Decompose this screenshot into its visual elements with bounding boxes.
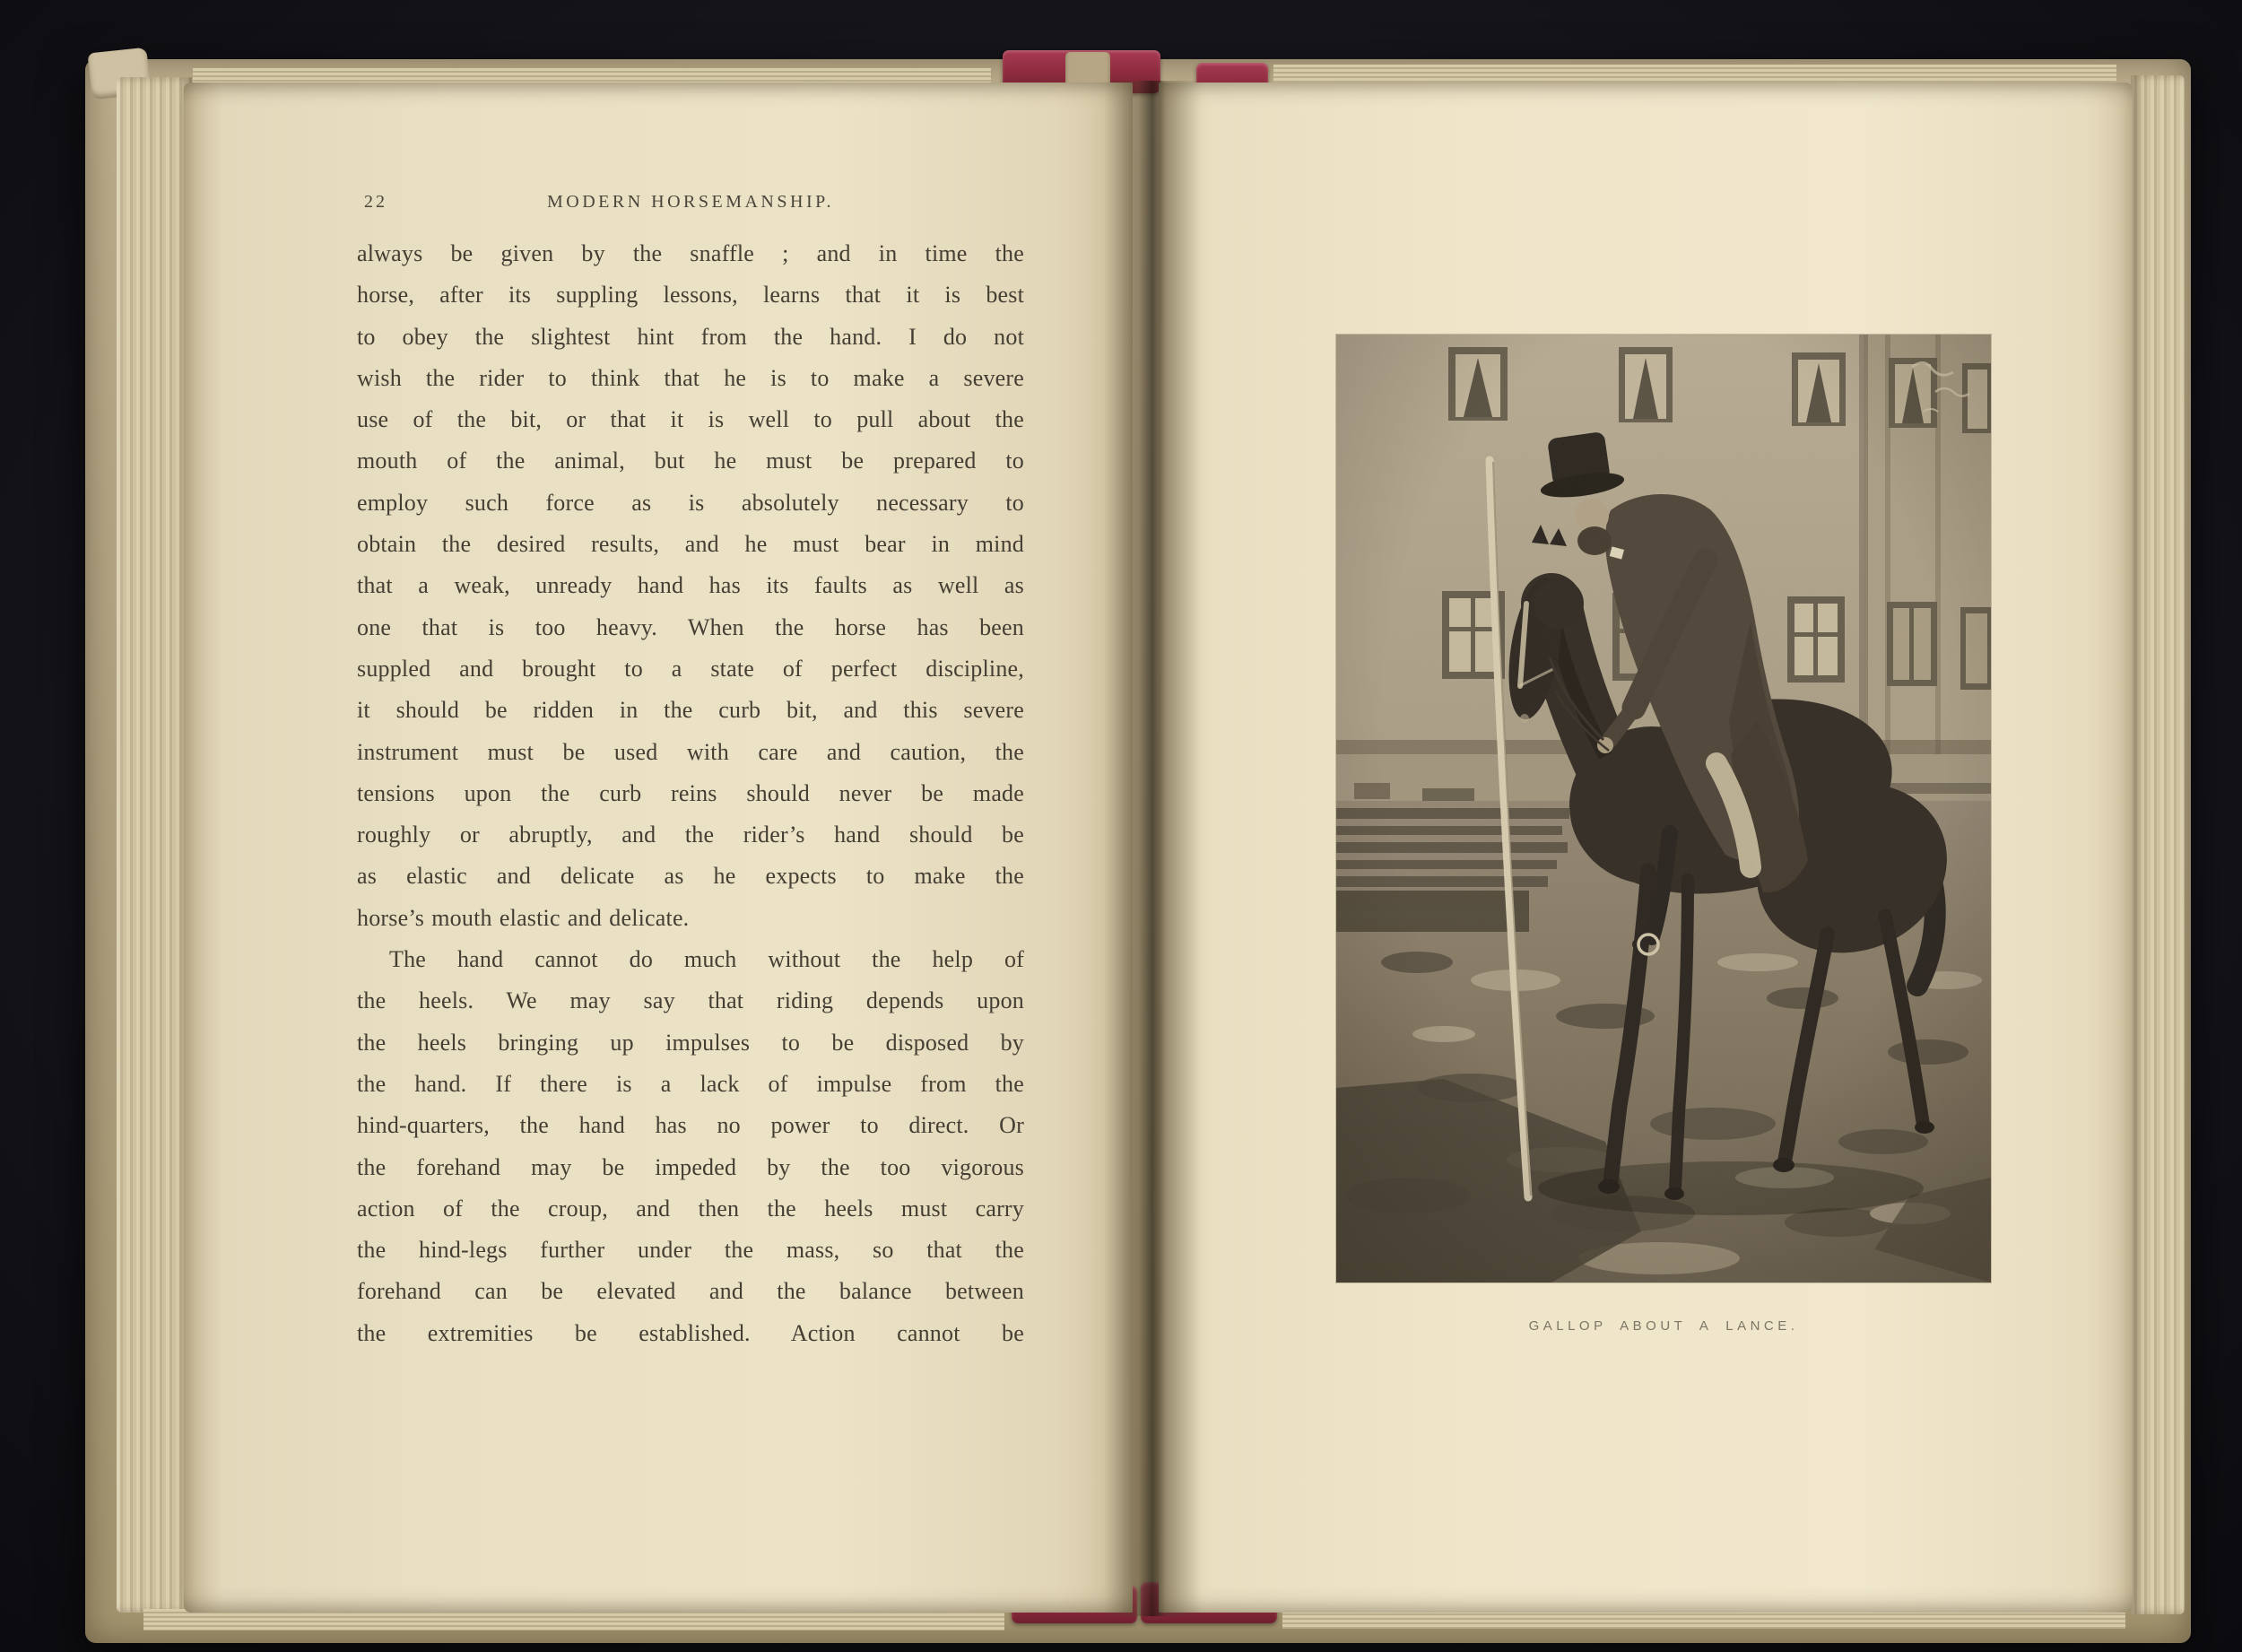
text-line: mouth of the animal, but he must be prepared to [357,448,1024,474]
plate-caption: GALLOP ABOUT A LANCE. [1528,1318,1799,1334]
page-header [357,192,1024,228]
text-line: the extremities be established. Action cannot be [357,1319,1024,1346]
right-page [1159,83,2133,1613]
plate-photo [1336,335,1991,1282]
text-line: wish the rider to think that he is to make a severe [357,364,1024,391]
page-edges-right [2131,75,2185,1614]
text-line: use of the bit, or that it is well to pull about the [357,406,1024,433]
text-line: horse’s mouth elastic and delicate. [357,904,690,931]
text-line: always be given by the snaffle ; and in time the [357,240,1024,266]
text-line: as elastic and delicate as he expects to make the [357,863,1024,890]
body-text [357,233,1024,1354]
text-line: the hand. If there is a lack of impulse from the [357,1070,1024,1097]
text-line: suppled and brought to a state of perfect discipline, [357,655,1024,682]
text-line: tensions upon the curb reins should never be made [357,779,1024,806]
text-line: it should be ridden in the curb bit, and this severe [357,697,1024,724]
page-edges-top-right [1273,65,2116,84]
text-line: to obey the slightest hint from the hand. I do not [357,323,1024,350]
text-line: one that is too heavy. When the horse has been [357,613,1024,640]
left-page [184,83,1133,1613]
photo-vignette [1336,335,1991,1282]
text-line: that a weak, unready hand has its faults as well as [357,572,1024,599]
text-line: hind-quarters, the hand has no power to direct. Or [357,1112,1024,1139]
page-edges-left [117,77,192,1613]
text-line: employ such force as is absolutely necessary to [357,489,1024,516]
page-edges-bottom-right [1282,1611,2125,1629]
text-line: the heels. We may say that riding depends upon [357,987,1024,1014]
text-line: roughly or abruptly, and the rider’s hand should be [357,822,1024,848]
page-number: 22 [364,192,387,212]
text-line: horse, after its suppling lessons, learns that it is best [357,282,1024,309]
running-title: MODERN HORSEMANSHIP. [546,192,835,212]
text-line: action of the croup, and then the heels must carry [357,1195,1024,1222]
text-line: forehand can be elevated and the balance between [357,1278,1024,1305]
text-line: the forehand may be impeded by the too vigorous [357,1153,1024,1180]
text-line: The hand cannot do much without the help of [389,946,1024,973]
text-line: the hind-legs further under the mass, so that the [357,1237,1024,1264]
text-line: obtain the desired results, and he must bear in mind [357,531,1024,558]
text-line: the heels bringing up impulses to be disposed by [357,1029,1024,1056]
text-line: instrument must be used with care and caution, the [357,738,1024,765]
